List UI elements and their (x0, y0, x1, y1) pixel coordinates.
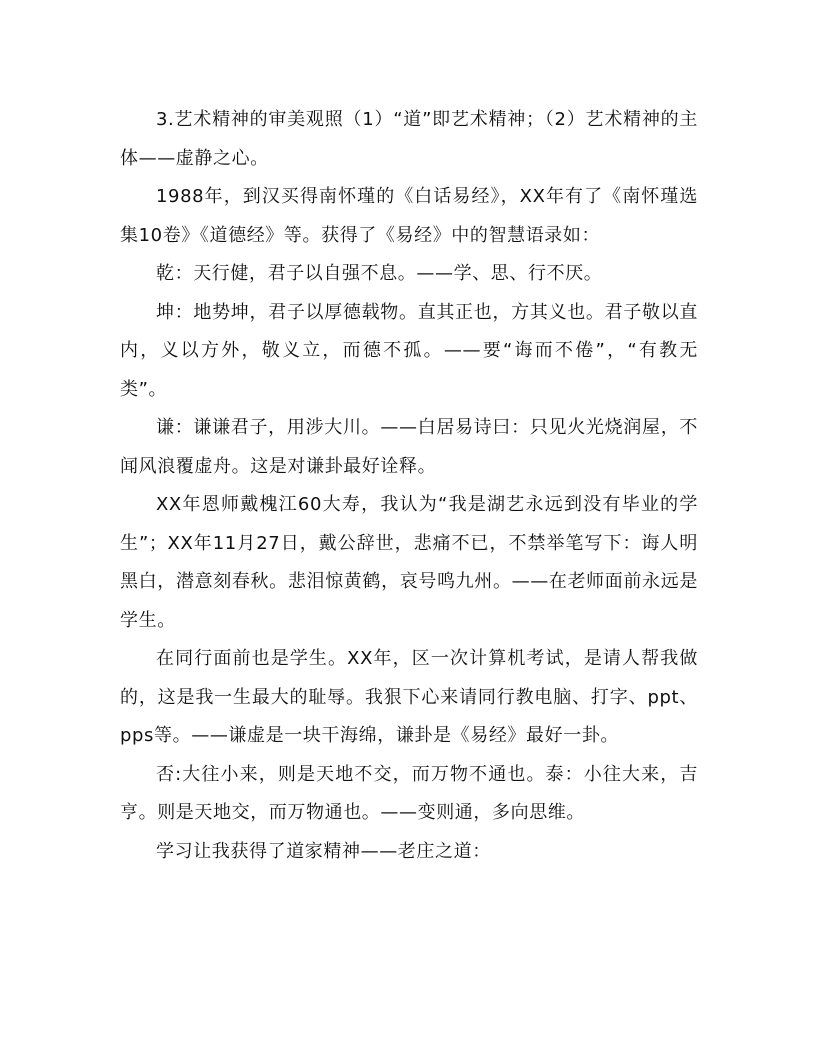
paragraph-taoism: 学习让我获得了道家精神——老庄之道： (156, 840, 491, 862)
document-body (120, 101, 698, 871)
paragraph-pi-tai: 否:大往小来，则是天地不交，而万物不通也。泰：小往大来，吉亨。则是天地交，而万物通也。——变则通，多向思维。 (120, 763, 698, 823)
paragraph-art-spirit: 3.艺术精神的审美观照（1）“道”即艺术精神；（2）艺术精神的主体——虚静之心。 (120, 109, 698, 169)
paragraph-peers: 在同行面前也是学生。XX年，区一次计算机考试，是请人帮我做的，这是我一生最大的耻辱。我狠下心来请同行教电脑、打字、ppt、pps等。——谦虚是一块干海绵，谦卦是《易经》最好一卦。 (120, 648, 698, 746)
paragraph-teacher: XX年恩师戴槐江60大寿，我认为“我是湖艺永远到没有毕业的学生”；XX年11月27日，戴公辞世，悲痛不已，不禁举笔写下：诲人明黑白，潜意刻春秋。悲泪惊黄鹤，哀号鸣九州。——在老师面前永远是学生。 (120, 494, 698, 631)
paragraph-1988-books: 1988年，到汉买得南怀瑾的《白话易经》，XX年有了《南怀瑾选集10卷》《道德经》等。获得了《易经》中的智慧语录如： (120, 186, 698, 246)
paragraph-kun: 坤：地势坤，君子以厚德载物。直其正也，方其义也。君子敬以直内，义以方外，敬义立，而德不孤。——要“诲而不倦”，“有教无类”。 (120, 301, 698, 400)
paragraph-qian-modesty: 谦：谦谦君子，用涉大川。——白居易诗曰：只见火光烧润屋，不闻风浪覆虚舟。这是对谦卦最好诠释。 (120, 417, 698, 477)
paragraph-qian: 乾：天行健，君子以自强不息。——学、思、行不厌。 (156, 263, 603, 284)
